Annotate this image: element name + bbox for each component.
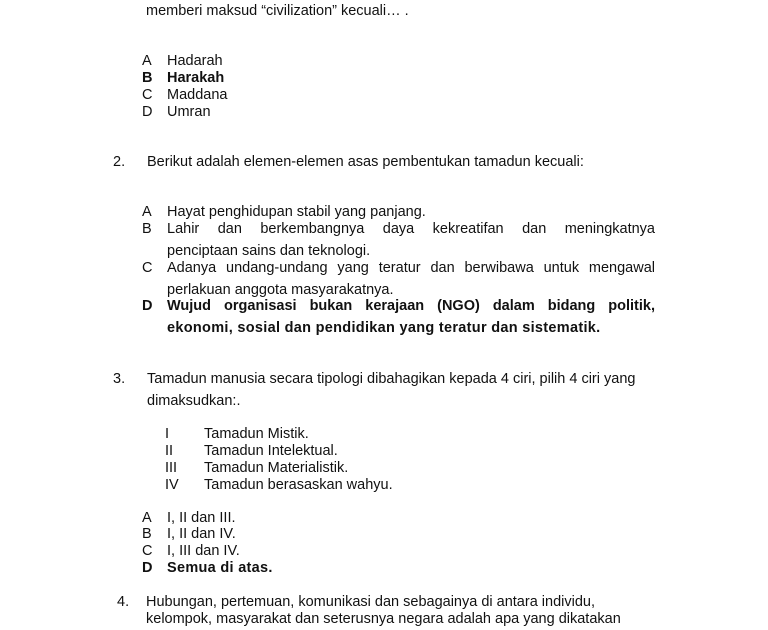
- q3-stem-line-2: dimaksudkan:.: [147, 393, 241, 409]
- q2-option-a-letter: A: [142, 204, 152, 220]
- option-letter: A: [142, 53, 152, 69]
- q2-option-d-line-2-answer: ekonomi, sosial dan pendidikan yang teratur dan sistematik.: [167, 320, 601, 336]
- option-text: Umran: [167, 104, 211, 120]
- q2-option-c-line-2: perlakuan anggota masyarakatnya.: [167, 282, 394, 298]
- q1-option-d: [142, 104, 211, 121]
- option-letter: C: [142, 543, 153, 559]
- q2-option-d-letter: D: [142, 298, 153, 314]
- option-text: I, III dan IV.: [167, 543, 240, 559]
- q2-option-c-letter: C: [142, 260, 153, 276]
- q3-item-numeral: III: [165, 460, 178, 476]
- option-letter: D: [142, 560, 153, 576]
- option-text: Hadarah: [167, 53, 223, 69]
- option-text: I, II dan III.: [167, 510, 236, 526]
- q2-option-d-line-1-answer: Wujud organisasi bukan kerajaan (NGO) dalam bidang politik,: [167, 298, 655, 314]
- q1-stem-tail: memberi maksud “civilization” kecuali… .: [146, 3, 409, 19]
- option-letter: A: [142, 510, 152, 526]
- q2-option-b-letter: B: [142, 221, 152, 237]
- q3-option-d-answer: [142, 560, 273, 577]
- option-text: Semua di atas.: [167, 560, 273, 576]
- option-text: I, II dan IV.: [167, 526, 236, 542]
- option-letter: C: [142, 87, 153, 103]
- option-letter: B: [142, 70, 153, 86]
- q2-option-c-line-1: Adanya undang-undang yang teratur dan berwibawa untuk mengawal: [167, 260, 655, 276]
- q1-option-a: [142, 53, 223, 70]
- q4-stem-line-1: Hubungan, pertemuan, komunikasi dan sebagainya di antara individu,: [146, 594, 595, 610]
- q3-item-numeral: I: [165, 426, 170, 442]
- q3-item-numeral: IV: [165, 477, 179, 493]
- q3-item-text: Tamadun Materialistik.: [204, 460, 349, 476]
- q2-number: 2.: [113, 154, 126, 170]
- q2-stem: Berikut adalah elemen-elemen asas pembentukan tamadun kecuali:: [147, 154, 584, 170]
- q4-number: 4.: [117, 594, 130, 610]
- q1-option-b-answer: [142, 70, 224, 87]
- q4-stem-line-2: kelompok, masyarakat dan seterusnya negara adalah apa yang dikatakan: [146, 611, 621, 627]
- q2-option-b-line-1: Lahir dan berkembangnya daya kekreatifan dan meningkatnya: [167, 221, 655, 237]
- q1-option-c: [142, 87, 227, 104]
- q3-option-a: [142, 510, 236, 527]
- q3-option-b: [142, 526, 236, 543]
- q3-item-text: Tamadun berasaskan wahyu.: [204, 477, 393, 493]
- q3-option-c: [142, 543, 240, 560]
- q3-item-text: Tamadun Mistik.: [204, 426, 309, 442]
- option-letter: B: [142, 526, 152, 542]
- q3-number: 3.: [113, 371, 126, 387]
- option-text: Maddana: [167, 87, 228, 103]
- q3-item-text: Tamadun Intelektual.: [204, 443, 338, 459]
- option-letter: D: [142, 104, 153, 120]
- q2-option-b-line-2: penciptaan sains dan teknologi.: [167, 243, 371, 259]
- q3-stem-line-1: Tamadun manusia secara tipologi dibahagikan kepada 4 ciri, pilih 4 ciri yang: [147, 371, 636, 387]
- q3-item-numeral: II: [165, 443, 174, 459]
- option-text: Harakah: [167, 70, 225, 86]
- q2-option-a-text: Hayat penghidupan stabil yang panjang.: [167, 204, 426, 220]
